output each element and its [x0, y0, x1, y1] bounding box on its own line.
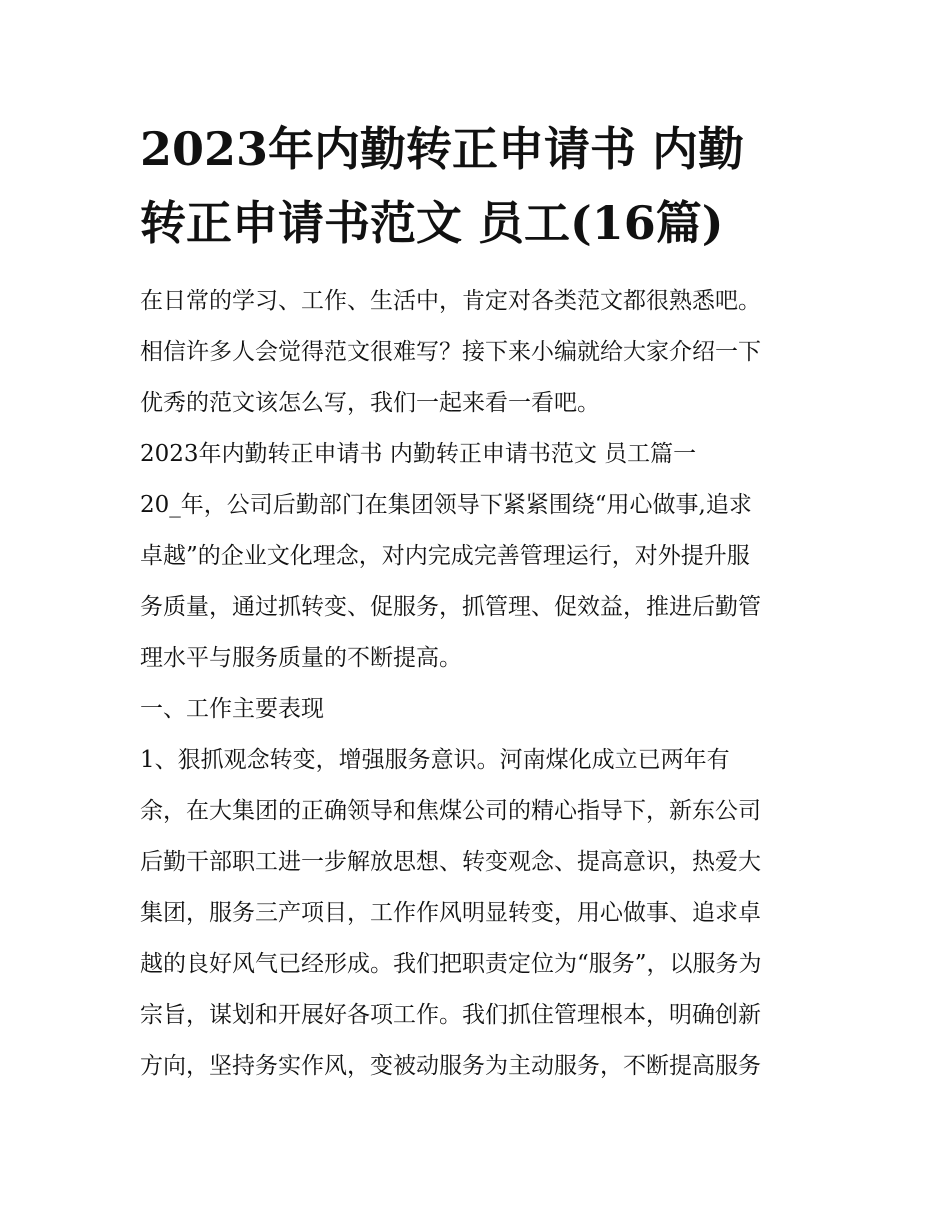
subsection-heading: 一、工作主要表现 [140, 696, 324, 722]
body-line: 务质量，通过抓转变、促服务，抓管理、促效益，推进后勤管 [140, 594, 761, 620]
body-line: 在日常的学习、工作、生活中，肯定对各类范文都很熟悉吧。 [140, 288, 761, 314]
body-line: 余，在大集团的正确领导和焦煤公司的精心指导下，新东公司 [140, 798, 761, 824]
body-line: 20_年，公司后勤部门在集团领导下紧紧围绕“用心做事,追求 [140, 492, 752, 518]
body-line: 理水平与服务质量的不断提高。 [140, 645, 462, 671]
body-line: 卓越”的企业文化理念，对内完成完善管理运行，对外提升服 [140, 543, 750, 569]
body-line: 后勤干部职工进一步解放思想、转变观念、提高意识，热爱大 [140, 849, 761, 875]
body-line: 1、狠抓观念转变，增强服务意识。河南煤化成立已两年有 [140, 747, 730, 773]
body-line: 方向，坚持务实作风，变被动服务为主动服务，不断提高服务 [140, 1053, 761, 1079]
title-line-2: 转正申请书范文 员工(16篇) [140, 196, 724, 250]
body-line: 相信许多人会觉得范文很难写？接下来小编就给大家介绍一下 [140, 339, 761, 365]
body-line: 集团，服务三产项目，工作作风明显转变，用心做事、追求卓 [140, 900, 761, 926]
document-body [140, 276, 815, 1092]
section-heading: 2023年内勤转正申请书 内勤转正申请书范文 员工篇一 [140, 441, 697, 467]
body-line: 宗旨，谋划和开展好各项工作。我们抓住管理根本，明确创新 [140, 1002, 761, 1028]
body-line: 优秀的范文该怎么写，我们一起来看一看吧。 [140, 390, 600, 416]
document-title [140, 112, 820, 260]
body-line: 越的良好风气已经形成。我们把职责定位为“服务”，以服务为 [140, 951, 762, 977]
title-line-1: 2023年内勤转正申请书 内勤 [140, 122, 745, 176]
